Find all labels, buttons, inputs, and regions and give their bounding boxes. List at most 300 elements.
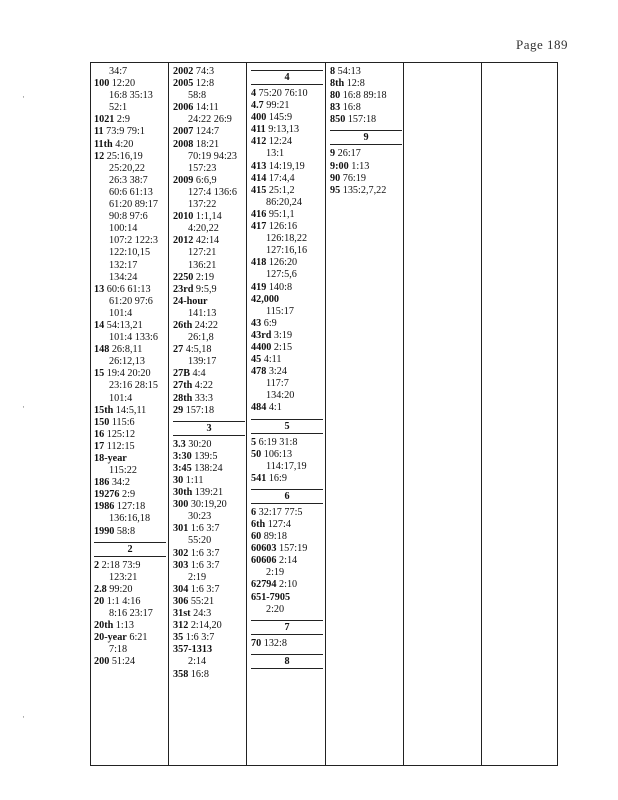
page-line-ref: 3:24 [268,366,287,378]
page-line-ref: 19:4 20:20 [106,368,151,380]
page-line-ref: 99:21 [266,100,290,112]
index-term: 20 [94,595,105,607]
index-term: 200 [94,656,110,668]
index-term: 11 [94,126,104,138]
index-term: 100 [94,78,110,90]
index-entry [251,449,323,461]
page-line-ref: 90:8 97:6 [109,211,148,223]
page-line-ref: 2:18 73:9 [101,559,141,571]
column-divider [168,62,169,766]
page-line-ref: 157:19 [279,543,308,555]
index-term: 302 [173,547,189,559]
index-entry [94,526,166,538]
page-line-ref: 1:13 [351,160,370,172]
page-line-ref: 117:7 [266,378,289,390]
page-line-ref: 4:20 [115,138,134,150]
index-entry [173,439,245,451]
index-entry [94,308,166,320]
page-line-ref: 61:20 97:6 [109,295,153,307]
index-entry [251,124,323,136]
page-line-ref: 24:3 [193,608,212,620]
page-line-ref: 99:20 [109,583,133,595]
index-term: 9 [330,148,336,160]
index-entry [173,644,245,656]
index-entry [94,90,166,102]
index-entry [173,78,245,90]
index-entry [173,560,245,572]
index-term: 20th [94,620,114,632]
page-line-ref: 14:11 [195,102,219,114]
index-entry [94,608,166,620]
index-entry [251,330,323,342]
page-line-ref: 13:1 [266,148,285,160]
index-entry [251,342,323,354]
index-term: 70 [251,637,262,649]
index-entry [94,656,166,668]
index-entry [251,437,323,449]
index-column-4 [330,66,402,197]
index-term: 312 [173,620,189,632]
page-line-ref: 4:1 [268,402,282,414]
page-line-ref: 2:14 [188,656,207,668]
page-line-ref: 6:9 [263,317,277,329]
index-term: 30th [173,487,193,499]
index-entry [251,221,323,233]
page-line-ref: 1:6 3:7 [190,583,220,595]
page-line-ref: 34:2 [111,477,130,489]
page-line-ref: 70:19 94:23 [188,150,237,162]
index-entry [173,669,245,681]
index-entry [173,393,245,405]
index-entry [251,136,323,148]
index-term: 541 [251,472,267,484]
index-entry [251,282,323,294]
index-entry [94,405,166,417]
index-term: 11th [94,138,113,150]
index-entry [173,511,245,523]
page-line-ref: 112:15 [106,440,135,452]
index-entry [173,368,245,380]
index-entry [94,417,166,429]
page-line-ref: 123:21 [109,571,138,583]
scan-mark: · [22,712,25,722]
index-term: 413 [251,160,267,172]
page-line-ref: 58:8 [188,90,207,102]
page-line-ref: 18:21 [195,138,220,150]
index-term: 4400 [251,341,272,353]
index-entry [173,151,245,163]
index-term: 29 [173,404,184,416]
scan-mark: · [22,402,25,412]
page-line-ref: 74:3 [195,66,215,77]
index-term: 303 [173,559,189,571]
index-entry [251,161,323,173]
page-line-ref: 89:18 [263,531,287,543]
index-term: 2008 [173,138,194,150]
index-entry [173,572,245,584]
page-line-ref: 4:20,22 [188,223,219,235]
index-term: 150 [94,416,110,428]
index-entry [251,354,323,366]
index-term: 300 [173,499,189,511]
page-line-ref: 24:22 [194,319,219,331]
index-entry [173,320,245,332]
index-term: 306 [173,595,189,607]
page-line-ref: 101:4 [109,392,133,404]
index-entry [251,378,323,390]
index-entry [173,114,245,126]
index-term: 478 [251,366,267,378]
page-line-ref: 1:6 3:7 [190,559,220,571]
page-line-ref: 138:24 [194,462,223,474]
index-term: 3:45 [173,462,192,474]
page-line-ref: 127:4 136:6 [188,186,237,198]
page-line-ref: 132:8 [263,637,287,649]
page-line-ref: 25:16,19 [106,150,143,162]
scan-mark: · [22,92,25,102]
page-line-ref: 51:24 [111,656,136,668]
index-term: 83 [330,102,341,114]
index-entry [251,604,323,616]
index-term: 4 [251,88,257,99]
page-line-ref: 157:23 [188,162,217,174]
index-entry [251,473,323,485]
index-term: 414 [251,172,267,184]
page-line-ref: 122:10,15 [109,247,151,259]
index-term: 8 [330,66,336,77]
page-line-ref: 55:20 [188,535,212,547]
index-entry [94,284,166,296]
index-term: 1021 [94,114,115,126]
index-term: 3:30 [173,450,192,462]
index-entry [173,475,245,487]
page-line-ref: 60:6 61:13 [109,186,153,198]
index-entry [330,90,402,102]
index-entry [251,233,323,245]
index-term: 35 [173,632,184,644]
index-column-3 [251,66,323,672]
page-line-ref: 26:1,8 [188,332,214,344]
page-line-ref: 3:19 [273,329,293,341]
index-entry [251,197,323,209]
index-entry [173,608,245,620]
page-line-ref: 2:20 [266,603,285,615]
page-line-ref: 1:1,14 [195,211,222,223]
page-line-ref: 76:19 [342,172,366,184]
index-term: 30 [173,475,184,486]
index-entry [173,126,245,138]
index-entry [94,489,166,501]
page-line-ref: 30:19,20 [190,499,227,511]
page-line-ref: 2:19 [188,571,207,583]
index-entry [173,223,245,235]
page-line-ref: 101:4 133:6 [109,332,158,344]
index-term: 304 [173,583,189,595]
column-divider [246,62,247,766]
index-entry [330,173,402,185]
index-entry [330,148,402,160]
page-line-ref: 14:19,19 [268,160,305,172]
page-line-ref: 1:11 [185,475,204,486]
index-entry [251,306,323,318]
index-entry [173,548,245,560]
index-entry [94,102,166,114]
page-line-ref: 2:10 [279,579,298,591]
page-line-ref: 4:11 [263,354,282,366]
page-line-ref: 34:7 [109,66,128,77]
index-entry [173,308,245,320]
index-entry [251,579,323,591]
index-entry [251,112,323,124]
index-entry [251,531,323,543]
index-term: 95 [330,184,341,196]
page-line-ref: 14:5,11 [115,404,147,416]
index-term: 2005 [173,78,194,90]
index-term: 415 [251,184,267,196]
page-line-ref: 73:9 79:1 [106,126,145,138]
page-line-ref: 1:1 4:16 [106,595,141,607]
page-line-ref: 9:13,13 [268,124,300,136]
index-entry [173,596,245,608]
page-line-ref: 115:22 [109,465,137,477]
index-entry [94,211,166,223]
page-line-ref: 1:6 3:7 [190,523,220,535]
index-entry [94,465,166,477]
index-entry [94,393,166,405]
page-line-ref: 12:24 [268,136,293,148]
index-term: 8th [330,78,345,90]
index-entry [173,620,245,632]
index-term: 42,000 [251,293,280,305]
page-line-ref: 115:6 [111,416,135,428]
index-entry [251,507,323,519]
index-entry [94,380,166,392]
page-line-ref: 2:14,20 [190,620,222,632]
index-entry [173,405,245,417]
page-line-ref: 25:20,22 [109,162,145,174]
index-entry [94,596,166,608]
index-term: 19276 [94,489,120,501]
section-header: 2 [94,542,166,557]
index-term: 2 [94,559,100,571]
index-entry [173,499,245,511]
column-divider [481,62,482,766]
index-entry [173,163,245,175]
page-line-ref: 134:24 [109,271,138,283]
index-term: 411 [251,124,266,136]
page-line-ref: 4:22 [194,380,213,392]
page-line-ref: 145:9 [268,112,293,124]
index-entry [173,272,245,284]
page-line-ref: 127:18 [116,501,146,513]
index-term: 15th [94,404,114,416]
index-column-2 [173,66,245,681]
index-entry [173,247,245,259]
index-entry [173,187,245,199]
page-line-ref: 42:14 [195,235,220,247]
page-line-ref: 134:20 [266,390,295,402]
page-line-ref: 127:4 [267,519,291,530]
index-term: 301 [173,523,189,535]
index-term: 1990 [94,525,115,537]
index-term: 2009 [173,174,194,186]
page-line-ref: 126:18,22 [266,233,308,245]
index-term: 148 [94,344,110,356]
section-header: 3 [173,421,245,436]
index-entry [94,441,166,453]
section-header: 8 [251,654,323,669]
index-entry [173,487,245,499]
page-line-ref: 26:17 [337,148,361,160]
page-line-ref: 23:16 28:15 [109,380,158,392]
index-term: 2250 [173,271,194,283]
index-entry [251,543,323,555]
index-term: 62794 [251,579,277,591]
page-line-ref: 157:18 [347,114,377,126]
index-entry [173,90,245,102]
page-line-ref: 16:8 89:18 [342,90,387,102]
index-entry [251,100,323,112]
index-entry [251,245,323,257]
page-line-ref: 136:16,18 [109,513,151,525]
page-line-ref: 126:20 [268,257,298,269]
index-entry [251,567,323,579]
index-entry [94,513,166,525]
page-line-ref: 58:8 [116,525,136,537]
index-term: 90 [330,172,341,184]
index-term: 27B [173,368,190,380]
index-entry [173,211,245,223]
index-entry [94,66,166,78]
index-term: 27 [173,344,184,356]
index-entry [94,247,166,259]
page-line-ref: 52:1 [109,102,128,114]
index-entry [94,260,166,272]
index-entry [251,461,323,473]
index-entry [251,402,323,414]
index-term: 80 [330,90,341,102]
index-term: 18-year [94,453,127,464]
index-entry [251,592,323,604]
page-number: Page 189 [515,37,568,52]
index-term: 2.8 [94,583,107,595]
index-entry [94,620,166,632]
section-header: 4 [251,70,323,85]
page-line-ref: 139:5 [194,450,218,462]
index-term: 418 [251,257,267,269]
page-line-ref: 60:6 61:13 [106,283,151,295]
page-line-ref: 12:8 [346,78,365,90]
index-entry [173,260,245,272]
index-entry [94,584,166,596]
index-term: 60 [251,531,262,543]
index-entry [94,501,166,513]
index-entry [94,320,166,332]
index-entry [173,463,245,475]
page-line-ref: 24:22 26:9 [188,114,232,126]
page-line-ref: 95:1,1 [268,208,295,220]
page-line-ref: 1:6 3:7 [185,632,215,644]
page-line-ref: 33:3 [194,392,213,404]
page-line-ref: 100:14 [109,223,138,235]
index-term: 850 [330,114,346,126]
page-line-ref: 124:7 [195,126,220,138]
index-term: 14 [94,319,105,331]
index-term: 43 [251,317,262,329]
page-line-ref: 6:21 [129,632,148,644]
page-line-ref: 101:4 [109,307,133,319]
index-entry [94,356,166,368]
index-term: 15 [94,368,105,380]
page-line-ref: 8:16 23:17 [109,608,153,620]
page-line-ref: 12:8 [195,78,215,90]
index-entry [330,185,402,197]
index-entry [251,366,323,378]
index-entry [251,173,323,185]
index-entry [251,318,323,330]
page-line-ref: 6:6,9 [195,174,217,186]
index-term: 2007 [173,126,194,138]
page-line-ref: 137:22 [188,199,217,211]
page-line-ref: 32:17 77:5 [258,506,303,518]
page-line-ref: 115:17 [266,305,294,317]
page-line-ref: 26:12,13 [109,356,145,368]
index-entry [173,380,245,392]
index-entry [173,535,245,547]
index-entry [94,187,166,199]
page-line-ref: 26:8,11 [111,344,143,356]
index-column-1 [94,66,166,669]
index-entry [94,477,166,489]
page-line-ref: 26:3 38:7 [109,174,148,186]
page-line-ref: 7:18 [109,644,128,656]
index-term: 484 [251,402,267,414]
index-entry [330,66,402,78]
page-line-ref: 61:20 89:17 [109,199,158,211]
index-term: 419 [251,281,267,293]
page-line-ref: 135:2,7,22 [342,184,387,196]
index-entry [251,269,323,281]
index-term: 5 [251,436,257,448]
index-entry [173,284,245,296]
page-line-ref: 25:1,2 [268,184,295,196]
index-entry [94,632,166,644]
index-term: 2006 [173,102,194,114]
index-entry [94,223,166,235]
index-entry [173,199,245,211]
page-line-ref: 114:17,19 [266,460,307,472]
page-line-ref: 1:6 3:7 [190,547,220,559]
index-entry [251,148,323,160]
section-header: 6 [251,489,323,504]
page-line-ref: 2:19 [266,567,285,579]
page-line-ref: 157:18 [185,404,215,416]
index-entry [173,296,245,308]
index-term: 2002 [173,66,194,77]
index-term: 186 [94,477,110,489]
index-term: 400 [251,112,267,124]
index-entry [251,294,323,306]
index-entry [94,429,166,441]
index-term: 2012 [173,235,194,247]
index-entry [173,235,245,247]
section-header: 5 [251,419,323,434]
index-term: 6 [251,506,257,518]
column-divider [403,62,404,766]
section-header: 7 [251,620,323,635]
page-line-ref: 17:4,4 [268,172,295,184]
index-entry [94,126,166,138]
